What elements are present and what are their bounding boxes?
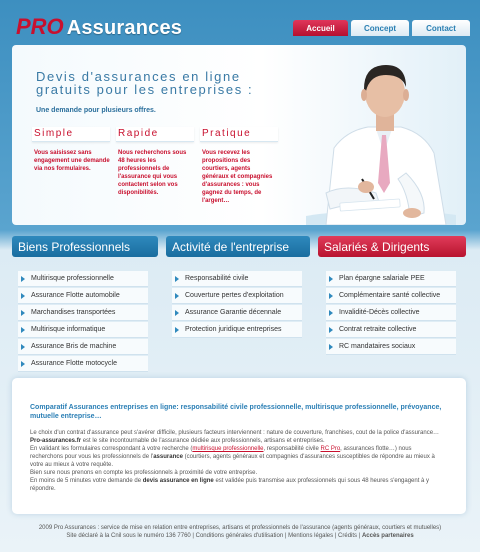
feature-simple: [32, 127, 110, 173]
list-item-label: Responsabilité civile: [185, 275, 249, 282]
logo-pro: PRO: [16, 14, 64, 39]
top-nav: [293, 20, 470, 36]
hero-subtitle: Une demande pour plusieurs offres.: [36, 107, 156, 114]
text-span: Le choix d'un contrat d'assurance peut s'avérer difficile, plusieurs facteurs interviennent : nature de couverture, franchises, cout de la police d'assurance…: [30, 430, 440, 436]
list-item-label: Protection juridique entreprises: [185, 326, 282, 333]
feature-title: Pratique: [200, 127, 278, 142]
link-rc-pro[interactable]: RC Pro: [320, 446, 341, 452]
feature-pratique: [200, 127, 278, 205]
content-title: Comparatif Assurances entreprises en ligne: responsabilité civile professionnelle, multirisque professionnelle, prévoyance, mutuelle entreprise…: [30, 404, 442, 420]
text-bold: Pro-assurances.fr: [30, 438, 82, 444]
list-item-complementaire-sante[interactable]: [326, 288, 456, 304]
hero-banner: [12, 45, 466, 225]
text-bold: assurance: [153, 454, 183, 460]
list-item-label: Contrat retraite collective: [339, 326, 417, 333]
text-span: (courtiers, agents généraux et compagnies d'assurances susceptibles de répondre au mieux à votre au mieux à votre requête.: [30, 454, 435, 468]
arrow-right-icon: [175, 276, 179, 282]
arrow-right-icon: [21, 361, 25, 367]
list-item-protection-juridique[interactable]: [172, 322, 302, 338]
list-item-retraite[interactable]: [326, 322, 456, 338]
footer: [0, 524, 480, 540]
list-item-garantie-decennale[interactable]: [172, 305, 302, 321]
list-item-label: Plan épargne salariale PEE: [339, 275, 425, 282]
list-item-rc[interactable]: [172, 271, 302, 287]
arrow-right-icon: [175, 293, 179, 299]
footer-link-partenaires[interactable]: Accès partenaires: [361, 533, 414, 539]
footer-cnil: Site déclaré à la Cnil sous le numéro 136 7760 |: [66, 533, 196, 539]
list-item-label: Multirisque professionnelle: [31, 275, 114, 282]
arrow-right-icon: [21, 293, 25, 299]
feature-text: Nous recherchons sous 48 heures les professionnels de l'assurance qui vous contactent selon vos disponibilités.: [118, 150, 187, 196]
link-multirisque-professionnelle[interactable]: multirisque professionnelle: [192, 446, 264, 452]
list-item-pee[interactable]: [326, 271, 456, 287]
list-item-label: Assurance Bris de machine: [31, 343, 117, 350]
list-item-pertes-exploitation[interactable]: [172, 288, 302, 304]
list-activite-entreprise: [172, 271, 302, 339]
text-span: , assurances flotte…) nous recherchons pour vous les professionnels de l': [30, 446, 412, 460]
nav-contact[interactable]: Contact: [412, 20, 470, 36]
list-item-label: Complémentaire santé collective: [339, 292, 441, 299]
list-item-invalidite-deces[interactable]: [326, 305, 456, 321]
list-item-label: Couverture pertes d'exploitation: [185, 292, 284, 299]
text-span: En moins de 5 minutes votre demande de: [30, 478, 143, 484]
section-header-biens-professionnels: Biens Professionnels: [12, 236, 158, 257]
hero-title-line1: Devis d'assurances en ligne: [36, 69, 241, 84]
text-span: est le site incontournable de l'assurance dédiée aux professionnels, artisans et entreprises.: [81, 438, 325, 444]
hero-title-line2: gratuits pour les entreprises :: [36, 82, 254, 97]
list-item-marchandises[interactable]: [18, 305, 148, 321]
list-item-flotte-auto[interactable]: [18, 288, 148, 304]
arrow-right-icon: [329, 310, 333, 316]
arrow-right-icon: [329, 276, 333, 282]
footer-link-credits[interactable]: Crédits: [338, 533, 358, 539]
list-item-bris-machine[interactable]: [18, 339, 148, 355]
footer-link-cgu[interactable]: Conditions générales d'utilisation: [195, 533, 284, 539]
footer-line2: Site déclaré à la Cnil sous le numéro 136 7760 | Conditions générales d'utilisation | Mentions légales | Crédits | Accès partenaires: [66, 533, 414, 539]
list-item-label: Marchandises transportées: [31, 309, 116, 316]
list-item-label: Invalidité-Décès collective: [339, 309, 420, 316]
list-item-label: Assurance Garantie décennale: [185, 309, 282, 316]
list-item-label: Multirisque informatique: [31, 326, 106, 333]
content-box: [12, 378, 466, 514]
arrow-right-icon: [329, 327, 333, 333]
nav-accueil[interactable]: Accueil: [293, 20, 348, 36]
arrow-right-icon: [21, 276, 25, 282]
content-body: [30, 429, 446, 493]
feature-text: Vous saisissez sans engagement une demande via nos formulaires.: [34, 150, 110, 172]
feature-rapide: [116, 127, 194, 197]
arrow-right-icon: [329, 293, 333, 299]
list-item-label: Assurance Flotte motocycle: [31, 360, 117, 367]
content-paragraph: [30, 429, 446, 445]
logo-assurances: Assurances: [66, 17, 183, 39]
list-item-multirisque-pro[interactable]: [18, 271, 148, 287]
hero-title: [36, 70, 296, 96]
text-bold: devis assurance en ligne: [142, 478, 214, 484]
text-span: En validant les formulaires correspondant à votre recherche (: [30, 446, 193, 452]
feature-title: Rapide: [116, 127, 194, 142]
list-item-label: Assurance Flotte automobile: [31, 292, 120, 299]
list-item-rc-mandataires[interactable]: [326, 339, 456, 355]
footer-link-mentions[interactable]: Mentions légales: [288, 533, 334, 539]
list-item-label: RC mandataires sociaux: [339, 343, 416, 350]
arrow-right-icon: [21, 344, 25, 350]
content-paragraph: [30, 445, 446, 469]
text-span: est validée puis transmise aux professionnels qui sous 48 heures s'engagent à y répondre.: [30, 478, 430, 492]
text-span: , responsabilité civile: [263, 446, 321, 452]
footer-line1: 2009 Pro Assurances : service de mise en relation entre entreprises, artisans et professionnels de l'assurance (agents généraux, courtiers et mutuelles): [38, 525, 442, 531]
arrow-right-icon: [175, 310, 179, 316]
list-salaries-dirigents: [326, 271, 456, 356]
arrow-right-icon: [329, 344, 333, 350]
arrow-right-icon: [21, 310, 25, 316]
list-item-multirisque-info[interactable]: [18, 322, 148, 338]
businessman-photo: [306, 53, 456, 225]
section-header-activite-entreprise: Activité de l'entreprise: [166, 236, 310, 257]
content-paragraph: [30, 477, 446, 493]
list-biens-professionnels: [18, 271, 148, 373]
arrow-right-icon: [175, 327, 179, 333]
content-paragraph: Bien sure nous prenons en compte les professionnels à proximité de votre entreprise.: [30, 470, 258, 476]
section-header-salaries-dirigents: Salariés & Dirigents: [318, 236, 466, 257]
arrow-right-icon: [21, 327, 25, 333]
site-logo[interactable]: [16, 14, 182, 40]
feature-title: Simple: [32, 127, 110, 142]
list-item-flotte-moto[interactable]: [18, 356, 148, 372]
feature-text: Vous recevez les propositions des courtiers, agents généraux et compagnies d'assurances : vous gagnez du temps, de l'argent…: [202, 150, 273, 204]
nav-concept[interactable]: Concept: [351, 20, 409, 36]
